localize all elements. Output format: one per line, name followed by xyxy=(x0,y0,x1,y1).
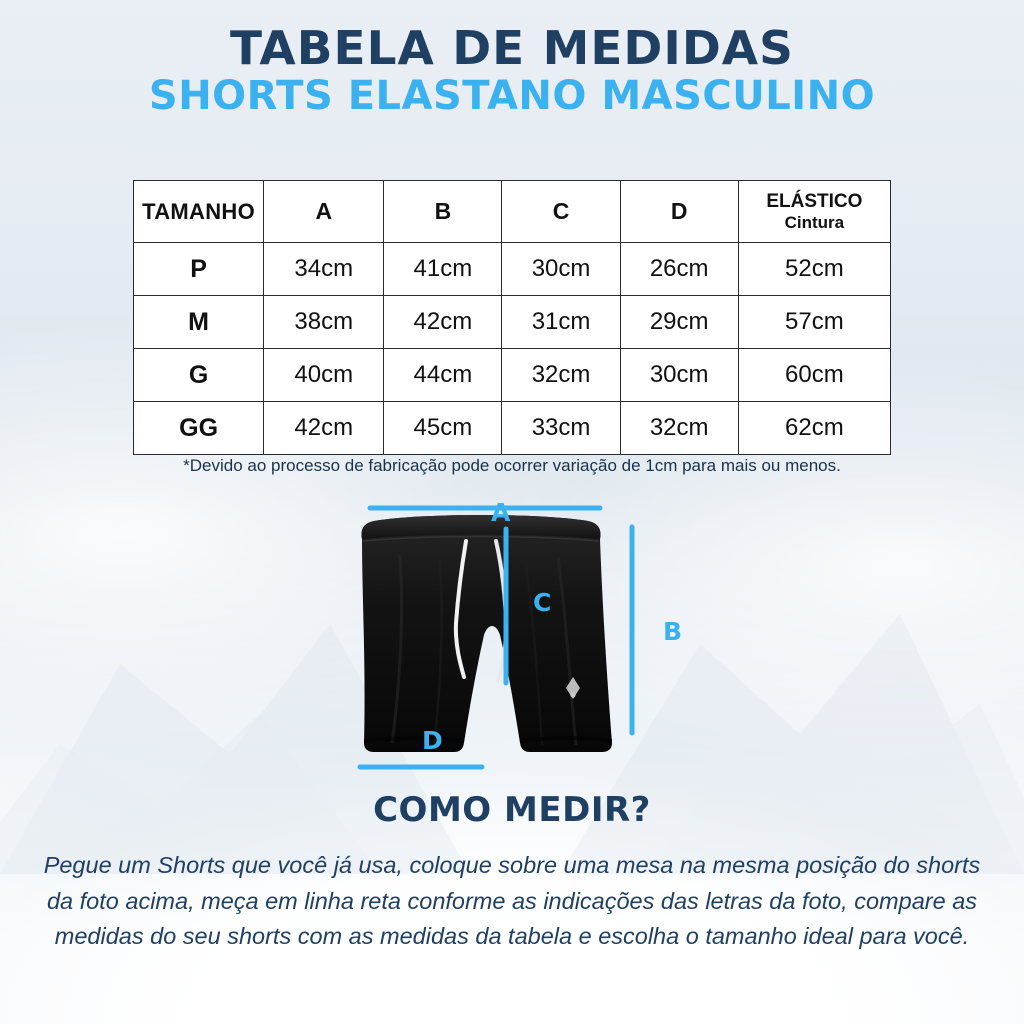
cell-a: 42cm xyxy=(264,402,384,455)
page-title-block xyxy=(0,21,1024,120)
cell-size: M xyxy=(134,296,264,349)
measure-label-a: A xyxy=(491,498,511,527)
column-header-d: D xyxy=(620,181,738,243)
how-to-measure-heading: COMO MEDIR? xyxy=(373,790,651,830)
table-row xyxy=(134,296,891,349)
table-header-row xyxy=(134,181,891,243)
cell-b: 41cm xyxy=(384,243,502,296)
cell-c: 30cm xyxy=(502,243,620,296)
cell-elastic: 62cm xyxy=(738,402,890,455)
cell-a: 40cm xyxy=(264,349,384,402)
cell-elastic: 60cm xyxy=(738,349,890,402)
cell-size: GG xyxy=(134,402,264,455)
shorts-illustration xyxy=(330,505,710,785)
cell-d: 30cm xyxy=(620,349,738,402)
cell-c: 33cm xyxy=(502,402,620,455)
table-header xyxy=(134,181,891,243)
cell-c: 32cm xyxy=(502,349,620,402)
cell-b: 45cm xyxy=(384,402,502,455)
page-subtitle: SHORTS ELASTANO MASCULINO xyxy=(148,73,876,120)
cell-size: P xyxy=(134,243,264,296)
column-header-elastic-line1: ELÁSTICO xyxy=(766,190,863,212)
measure-label-d: D xyxy=(422,726,443,755)
measurements-table xyxy=(133,180,891,455)
cell-d: 32cm xyxy=(620,402,738,455)
column-header-elastic xyxy=(738,181,890,243)
cell-a: 38cm xyxy=(264,296,384,349)
how-to-measure-text: Pegue um Shorts que você já usa, coloque sobre uma mesa na mesma posição do shorts da foto acima, meça em linha reta conforme as indicações das letras da foto, compare as medidas do seu shorts com as medidas da tabela e escolha o tamanho ideal para você. xyxy=(43,852,981,950)
table-row xyxy=(134,349,891,402)
manufacturing-note: *Devido ao processo de fabricação pode ocorrer variação de 1cm para mais ou menos. xyxy=(183,456,841,475)
column-header-b: B xyxy=(384,181,502,243)
cell-d: 29cm xyxy=(620,296,738,349)
cell-size: G xyxy=(134,349,264,402)
table-row xyxy=(134,402,891,455)
table-row xyxy=(134,243,891,296)
cell-b: 42cm xyxy=(384,296,502,349)
cell-d: 26cm xyxy=(620,243,738,296)
column-header-a: A xyxy=(264,181,384,243)
cell-c: 31cm xyxy=(502,296,620,349)
column-header-c: C xyxy=(502,181,620,243)
cell-a: 34cm xyxy=(264,243,384,296)
page-title: TABELA DE MEDIDAS xyxy=(230,21,794,75)
table-body xyxy=(134,243,891,455)
cell-elastic: 57cm xyxy=(738,296,890,349)
column-header-elastic-line2: Cintura xyxy=(784,212,845,232)
cell-b: 44cm xyxy=(384,349,502,402)
measure-label-b: B xyxy=(663,617,683,646)
column-header-size: TAMANHO xyxy=(134,181,264,243)
measurements-table-wrapper xyxy=(133,180,891,455)
measure-label-c: C xyxy=(533,588,552,617)
cell-elastic: 52cm xyxy=(738,243,890,296)
